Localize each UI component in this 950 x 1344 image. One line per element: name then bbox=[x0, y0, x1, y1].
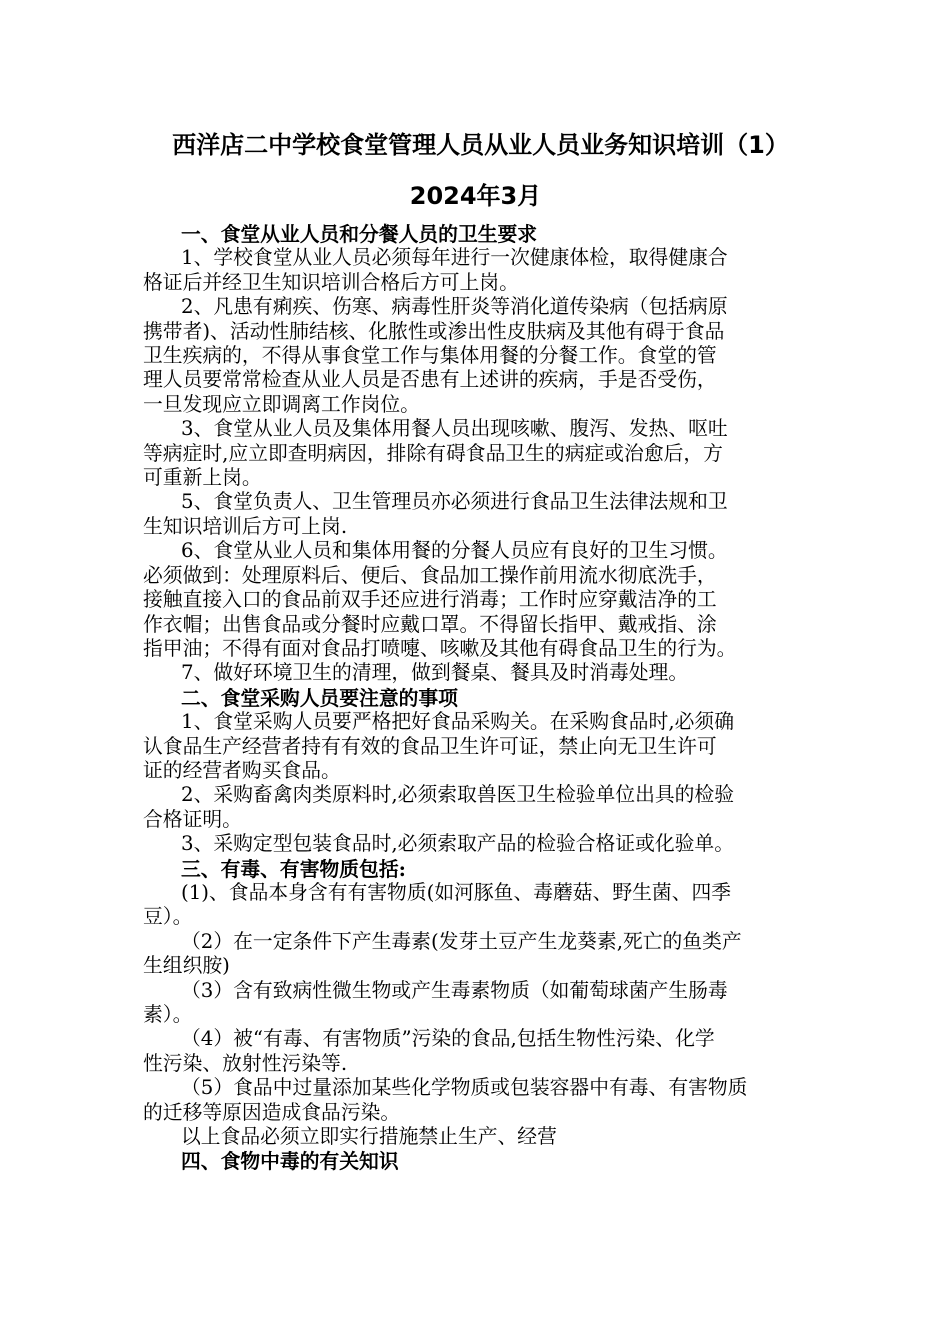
paragraph-line: 以上食品必须立即实行措施禁止生产、经营 bbox=[181, 1125, 557, 1149]
paragraph-line: （3）含有致病性微生物或产生毒素物质（如葡萄球菌产生肠毒 bbox=[181, 978, 728, 1002]
document-page bbox=[143, 130, 808, 1174]
paragraph-line: （4）被“有毒、有害物质”污染的食品,包括生物性污染、化学 bbox=[181, 1027, 715, 1051]
paragraph-line: 接触直接入口的食品前双手还应进行消毒；工作时应穿戴洁净的工 bbox=[143, 588, 717, 612]
paragraph-line: 7、做好环境卫生的清理，做到餐桌、餐具及时消毒处理。 bbox=[181, 661, 689, 685]
paragraph-line: 格证后并经卫生知识培训合格后方可上岗。 bbox=[143, 270, 519, 294]
paragraph-line: 3、采购定型包装食品时,必须索取产品的检验合格证或化验单。 bbox=[181, 832, 734, 856]
paragraph-line: 等病症时,应立即查明病因，排除有碍食品卫生的病症或治愈后，方 bbox=[143, 441, 723, 465]
paragraph-line: 性污染、放射性污染等. bbox=[143, 1051, 348, 1075]
paragraph-line: 3、食堂从业人员及集体用餐人员出现咳嗽、腹泻、发热、呕吐 bbox=[181, 417, 728, 441]
paragraph-line: 1、学校食堂从业人员必须每年进行一次健康体检，取得健康合 bbox=[181, 246, 728, 270]
document-title: 西洋店二中学校食堂管理人员从业人员业务知识培训（1） bbox=[172, 131, 789, 159]
paragraph-line: 1、食堂采购人员要严格把好食品采购关。在采购食品时,必须确 bbox=[181, 710, 734, 734]
paragraph-line: 理人员要常常检查从业人员是否患有上述讲的疾病，手是否受伤， bbox=[143, 368, 717, 392]
paragraph-line: 合格证明。 bbox=[143, 807, 242, 831]
paragraph-line: (1)、食品本身含有有害物质(如河豚鱼、毒蘑菇、野生菌、四季 bbox=[181, 880, 732, 904]
paragraph-line: 生组织胺) bbox=[143, 954, 230, 978]
paragraph-line: 携带者)、活动性肺结核、化脓性或渗出性皮肤病及其他有碍于食品 bbox=[143, 319, 725, 343]
paragraph-line: （5）食品中过量添加某些化学物质或包装容器中有毒、有害物质 bbox=[181, 1076, 748, 1100]
paragraph-line: 5、食堂负责人、卫生管理员亦必须进行食品卫生法律法规和卫 bbox=[181, 490, 728, 514]
section-heading: 二、食堂采购人员要注意的事项 bbox=[181, 685, 458, 710]
paragraph-line: 一旦发现应立即调离工作岗位。 bbox=[143, 392, 420, 416]
section-heading: 一、食堂从业人员和分餐人员的卫生要求 bbox=[181, 222, 538, 246]
paragraph-line: 证的经营者购买食品。 bbox=[143, 758, 341, 782]
paragraph-line: 作衣帽；出售食品或分餐时应戴口罩。不得留长指甲、戴戒指、涂 bbox=[143, 612, 717, 636]
paragraph-line: 的迁移等原因造成食品污染。 bbox=[143, 1100, 401, 1124]
paragraph-line: 可重新上岗。 bbox=[143, 466, 262, 490]
paragraph-line: 指甲油；不得有面对食品打喷嚏、咳嗽及其他有碍食品卫生的行为。 bbox=[143, 636, 737, 660]
section-heading: 四、食物中毒的有关知识 bbox=[181, 1149, 399, 1174]
paragraph-line: 认食品生产经营者持有有效的食品卫生许可证，禁止向无卫生许可 bbox=[143, 734, 717, 758]
paragraph-line: 6、食堂从业人员和集体用餐的分餐人员应有良好的卫生习惯。 bbox=[181, 539, 728, 563]
paragraph-line: 卫生疾病的，不得从事食堂工作与集体用餐的分餐工作。食堂的管 bbox=[143, 344, 717, 368]
paragraph-line: 必须做到：处理原料后、便后、食品加工操作前用流水彻底洗手， bbox=[143, 563, 717, 587]
section-heading: 三、有毒、有害物质包括: bbox=[181, 856, 406, 881]
paragraph-line: 2、采购畜禽肉类原料时,必须索取兽医卫生检验单位出具的检验 bbox=[181, 783, 734, 807]
paragraph-line: （2）在一定条件下产生毒素(发芽土豆产生龙葵素,死亡的鱼类产 bbox=[181, 929, 742, 953]
paragraph-line: 2、凡患有痢疾、伤寒、病毒性肝炎等消化道传染病（包括病原 bbox=[181, 295, 728, 319]
paragraph-line: 豆）。 bbox=[143, 905, 193, 929]
paragraph-line: 生知识培训后方可上岗. bbox=[143, 514, 348, 538]
paragraph-line: 素）。 bbox=[143, 1003, 193, 1026]
document-date: 2024年3月 bbox=[409, 182, 542, 210]
document-body bbox=[143, 222, 808, 1174]
